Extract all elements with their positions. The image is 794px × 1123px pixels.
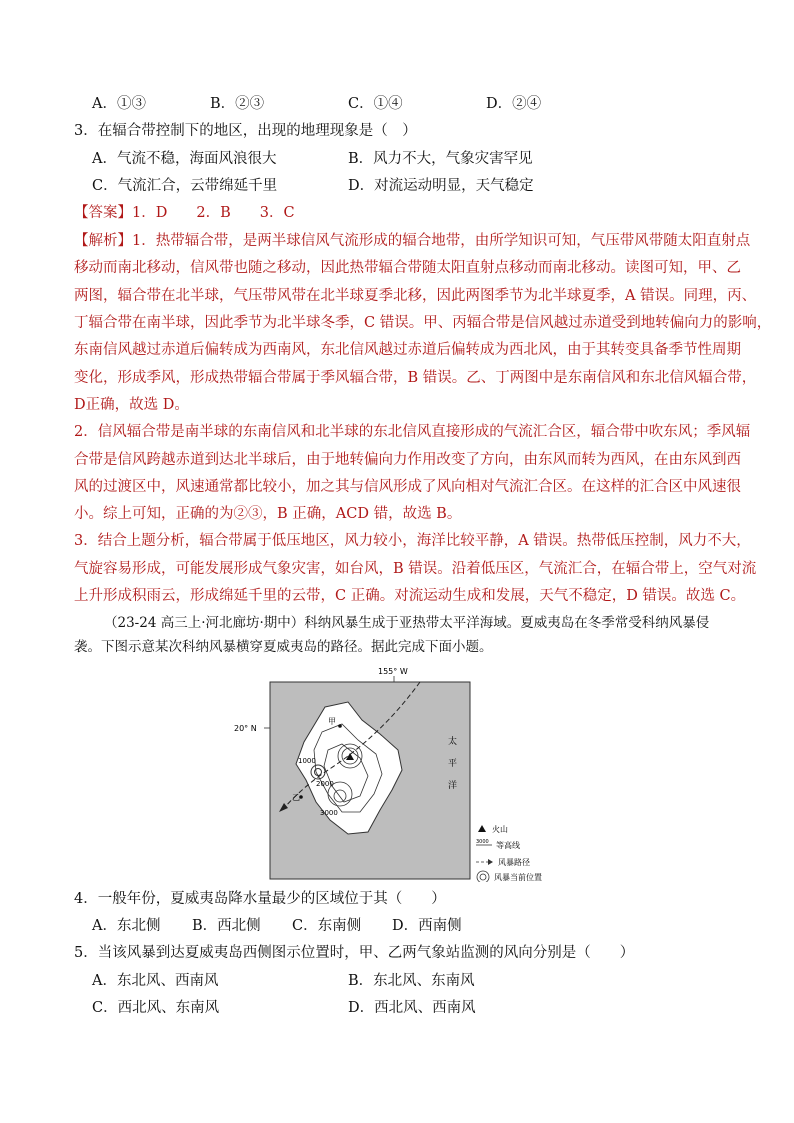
option-a: A．①③: [92, 96, 146, 112]
analysis-line: 2．信风辐合带是南半球的东南信风和北半球的东北信风直接形成的气流汇合区，辐合带中吹东风；季风辐: [74, 424, 751, 440]
analysis-line: 东南信风越过赤道后偏转成为西南风，东北信风越过赤道后偏转成为西北风，由于其转变具备季节性周期: [74, 342, 741, 358]
longitude-label: 155° W: [378, 667, 408, 676]
question-4-stem: 4．一般年份，夏威夷岛降水量最少的区域位于其（ ）: [74, 891, 446, 907]
analysis-line: 移动而南北移动，信风带也随之移动，因此热带辐合带随太阳直射点移动而南北移动。读图可知，甲、乙: [74, 260, 741, 276]
contour-label: 3000: [320, 809, 338, 817]
station-yi-label: 乙: [292, 793, 300, 802]
analysis-line: 上升形成积雨云，形成绵延千里的云带，C 正确。对流运动生成和发展，天气不稳定，D 错误。故选 C。: [74, 588, 746, 604]
q5-option-c: C．西北风、东南风: [92, 1000, 220, 1016]
q3-option-d: D．对流运动明显，天气稳定: [348, 178, 534, 194]
q3-option-b: B．风力不大，气象灾害罕见: [348, 151, 533, 167]
legend-path: 风暴路径: [498, 858, 530, 867]
legend-contour-sample: 3000: [476, 839, 489, 845]
ocean-label: 太: [448, 737, 458, 747]
q4-option-d: D．西南侧: [392, 918, 462, 934]
analysis-line: D正确，故选 D。: [74, 397, 189, 413]
intro-line: （23-24 高三上·河北廊坊·期中）科纳风暴生成于亚热带太平洋海域。夏威夷岛在冬季常受科纳风暴侵: [104, 615, 710, 631]
station-jia-label: 甲: [328, 717, 336, 726]
analysis-line: 合带是信风跨越赤道到达北半球后，由于地转偏向力作用改变了方向，由东风而转为西风，在由东风到西: [74, 452, 741, 468]
ocean-label: 洋: [448, 781, 458, 791]
option-d: D．②④: [486, 96, 542, 112]
legend-contour: 等高线: [496, 841, 520, 850]
q3-option-c: C．气流汇合，云带绵延千里: [92, 178, 278, 194]
question-5-stem: 5．当该风暴到达夏威夷岛西侧图示位置时，甲、乙两气象站监测的风向分别是（ ）: [74, 945, 635, 961]
latitude-label: 20° N: [234, 724, 257, 733]
analysis-line: 3．结合上题分析，辐合带属于低压地区，风力较小，海洋比较平静，A 错误。热带低压控制，风力不大，: [74, 533, 751, 549]
station-jia: [338, 724, 342, 728]
q4-option-c: C．东南侧: [292, 918, 362, 934]
analysis-line: 变化，形成季风，形成热带辐合带属于季风辐合带，B 错误。乙、丁两图中是东南信风和东北信风辐合带，: [74, 370, 757, 386]
ocean-label: 平: [448, 759, 458, 769]
q3-option-a: A．气流不稳，海面风浪很大: [92, 151, 277, 167]
legend-position: 风暴当前位置: [494, 873, 542, 882]
analysis-line: 丁辐合带在南半球，因此季节为北半球冬季，C 错误。甲、丙辐合带是信风越过赤道受到地转偏向力的影响，: [74, 315, 772, 331]
q5-option-a: A．东北风、西南风: [92, 973, 219, 989]
option-b: B．②③: [210, 96, 265, 112]
legend-path-icon: [488, 859, 493, 865]
analysis-line: 小。综上可知，正确的为②③，B 正确，ACD 错，故选 B。: [74, 506, 462, 522]
question-3-stem: 3．在辐合带控制下的地区，出现的地理现象是（ ）: [74, 123, 417, 139]
q4-option-a: A．东北侧: [92, 918, 161, 934]
analysis-line: 两图，辐合带在北半球，气压带风带在北半球夏季北移，因此两图季节为北半球夏季，A 错误。同理，丙、: [74, 288, 757, 304]
contour-label: 1000: [298, 757, 316, 765]
legend-volcano: 火山: [492, 825, 508, 834]
q5-option-b: B．东北风、东南风: [348, 973, 475, 989]
option-c: C．①④: [348, 96, 403, 112]
intro-line: 袭。下图示意某次科纳风暴横穿夏威夷岛的路径。据此完成下面小题。: [74, 639, 493, 655]
q4-option-b: B．西北侧: [192, 918, 261, 934]
contour-label: 2000: [316, 780, 334, 788]
analysis-line: 【解析】1．热带辐合带，是两半球信风气流形成的辐合地带，由所学知识可知，气压带风带随太阳直射点: [74, 233, 751, 249]
answer-line: 【答案】1．D 2．B 3．C: [74, 205, 295, 221]
analysis-line: 风的过渡区中，风速通常都比较小，加之其与信风形成了风向相对气流汇合区。在这样的汇合区中风速很: [74, 479, 741, 495]
hawaii-storm-map: [230, 662, 560, 882]
q5-option-d: D．西北风、西南风: [348, 1000, 476, 1016]
legend-volcano-icon: [478, 825, 486, 832]
analysis-line: 气旋容易形成，可能发展形成气象灾害，如台风，B 错误。沿着低压区，气流汇合，在辐合带上，空气对流: [74, 561, 757, 577]
